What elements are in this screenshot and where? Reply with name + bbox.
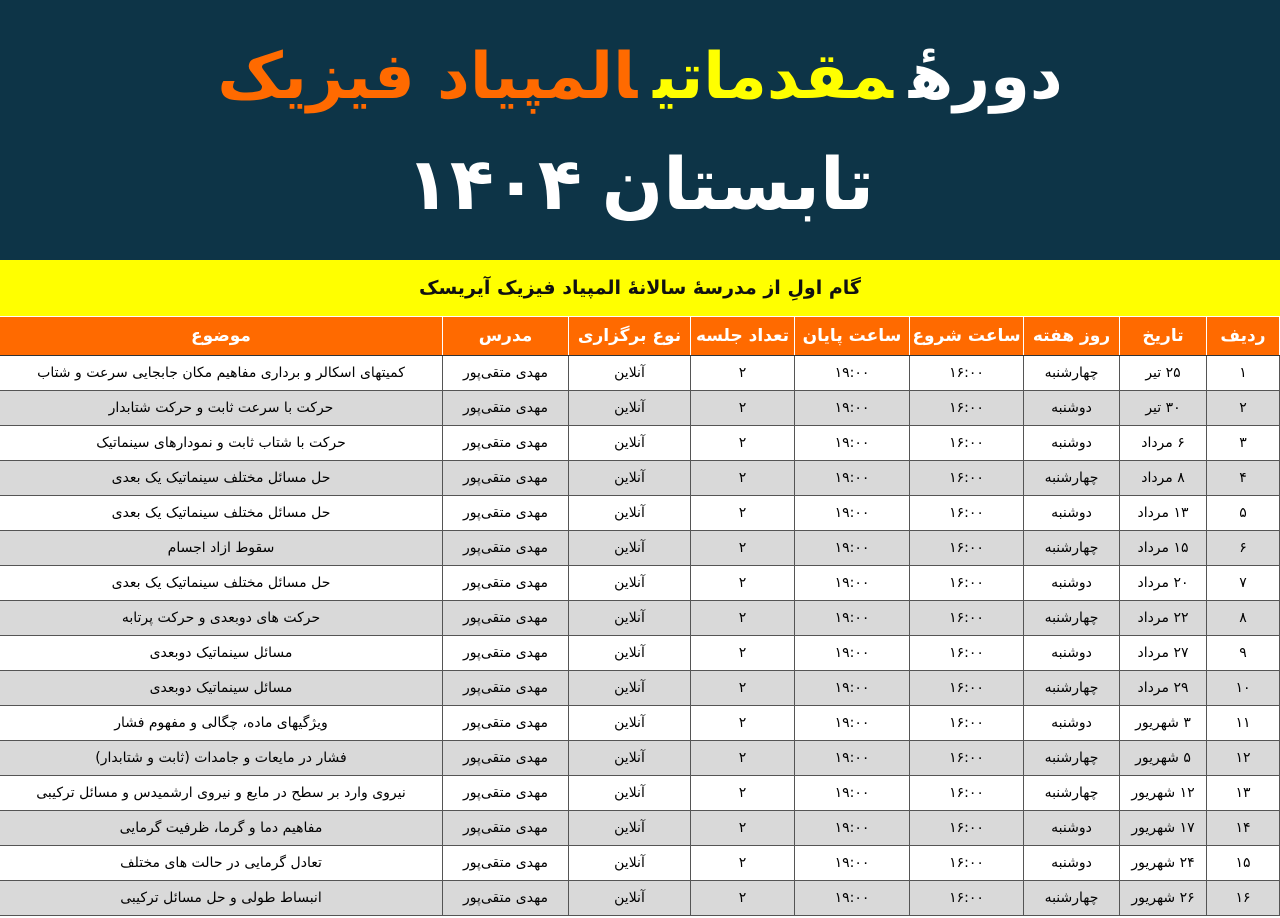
cell-topic: تعادل گرمایی در حالت های مختلف	[0, 846, 443, 881]
cell-day: چهارشنبه	[1024, 776, 1120, 811]
cell-teacher: مهدی متقی‌پور	[443, 601, 569, 636]
cell-teacher: مهدی متقی‌پور	[443, 811, 569, 846]
cell-teacher: مهدی متقی‌پور	[443, 426, 569, 461]
cell-end: ۱۹:۰۰	[795, 706, 910, 741]
cell-num: ۱۲	[1207, 741, 1280, 776]
cell-mode: آنلاین	[569, 881, 691, 916]
cell-start: ۱۶:۰۰	[910, 496, 1024, 531]
cell-num: ۱	[1207, 356, 1280, 391]
cell-date: ۸ مرداد	[1120, 461, 1207, 496]
cell-date: ۶ مرداد	[1120, 426, 1207, 461]
cell-start: ۱۶:۰۰	[910, 846, 1024, 881]
cell-topic: سقوط ازاد اجسام	[0, 531, 443, 566]
cell-date: ۲۹ مرداد	[1120, 671, 1207, 706]
cell-start: ۱۶:۰۰	[910, 706, 1024, 741]
course-season	[0, 136, 1280, 232]
cell-num: ۲	[1207, 391, 1280, 426]
cell-day: چهارشنبه	[1024, 531, 1120, 566]
table-row	[0, 811, 1280, 846]
cell-topic: مسائل سینماتیک دوبعدی	[0, 671, 443, 706]
cell-sessions: ۲	[691, 356, 795, 391]
cell-mode: آنلاین	[569, 426, 691, 461]
cell-day: دوشنبه	[1024, 496, 1120, 531]
cell-start: ۱۶:۰۰	[910, 741, 1024, 776]
cell-teacher: مهدی متقی‌پور	[443, 846, 569, 881]
cell-mode: آنلاین	[569, 636, 691, 671]
cell-num: ۱۰	[1207, 671, 1280, 706]
table-row	[0, 846, 1280, 881]
cell-topic: حرکت با سرعت ثابت و حرکت شتابدار	[0, 391, 443, 426]
cell-end: ۱۹:۰۰	[795, 741, 910, 776]
cell-date: ۵ شهریور	[1120, 741, 1207, 776]
table-row	[0, 496, 1280, 531]
column-header-day: روز هفته	[1024, 317, 1120, 356]
cell-day: دوشنبه	[1024, 706, 1120, 741]
cell-sessions: ۲	[691, 671, 795, 706]
cell-mode: آنلاین	[569, 811, 691, 846]
cell-teacher: مهدی متقی‌پور	[443, 776, 569, 811]
schedule-table	[0, 316, 1280, 916]
cell-date: ۱۷ شهریور	[1120, 811, 1207, 846]
cell-topic: حل مسائل مختلف سینماتیک یک بعدی	[0, 566, 443, 601]
cell-teacher: مهدی متقی‌پور	[443, 496, 569, 531]
cell-num: ۳	[1207, 426, 1280, 461]
cell-day: دوشنبه	[1024, 811, 1120, 846]
cell-sessions: ۲	[691, 601, 795, 636]
cell-sessions: ۲	[691, 531, 795, 566]
cell-date: ۳ شهریور	[1120, 706, 1207, 741]
column-header-mode: نوع برگزاری	[569, 317, 691, 356]
cell-topic: حل مسائل مختلف سینماتیک یک بعدی	[0, 461, 443, 496]
cell-end: ۱۹:۰۰	[795, 566, 910, 601]
cell-start: ۱۶:۰۰	[910, 566, 1024, 601]
cell-num: ۱۵	[1207, 846, 1280, 881]
cell-day: چهارشنبه	[1024, 356, 1120, 391]
cell-day: دوشنبه	[1024, 846, 1120, 881]
cell-mode: آنلاین	[569, 496, 691, 531]
cell-teacher: مهدی متقی‌پور	[443, 636, 569, 671]
cell-topic: نیروی وارد بر سطح در مایع و نیروی ارشمیدس و مسائل ترکیبی	[0, 776, 443, 811]
table-body	[0, 356, 1280, 916]
cell-num: ۵	[1207, 496, 1280, 531]
cell-topic: فشار در مایعات و جامدات (ثابت و شتابدار)	[0, 741, 443, 776]
cell-end: ۱۹:۰۰	[795, 671, 910, 706]
column-header-end: ساعت پایان	[795, 317, 910, 356]
cell-end: ۱۹:۰۰	[795, 636, 910, 671]
cell-sessions: ۲	[691, 636, 795, 671]
cell-start: ۱۶:۰۰	[910, 426, 1024, 461]
cell-teacher: مهدی متقی‌پور	[443, 391, 569, 426]
subtitle-banner: گام اولِ از مدرسهٔ سالانهٔ المپیاد فیزیک آیریسک	[0, 260, 1280, 316]
header-banner	[0, 0, 1280, 260]
table-row	[0, 706, 1280, 741]
cell-start: ۱۶:۰۰	[910, 601, 1024, 636]
cell-end: ۱۹:۰۰	[795, 461, 910, 496]
title-word-introductory: مقدماتی	[653, 40, 893, 114]
cell-teacher: مهدی متقی‌پور	[443, 566, 569, 601]
cell-start: ۱۶:۰۰	[910, 881, 1024, 916]
cell-num: ۱۱	[1207, 706, 1280, 741]
table-row	[0, 356, 1280, 391]
cell-mode: آنلاین	[569, 776, 691, 811]
table-row	[0, 881, 1280, 916]
cell-num: ۷	[1207, 566, 1280, 601]
cell-end: ۱۹:۰۰	[795, 846, 910, 881]
cell-end: ۱۹:۰۰	[795, 356, 910, 391]
cell-sessions: ۲	[691, 881, 795, 916]
cell-start: ۱۶:۰۰	[910, 776, 1024, 811]
cell-day: چهارشنبه	[1024, 461, 1120, 496]
table-row	[0, 426, 1280, 461]
cell-teacher: مهدی متقی‌پور	[443, 706, 569, 741]
cell-teacher: مهدی متقی‌پور	[443, 461, 569, 496]
cell-num: ۱۳	[1207, 776, 1280, 811]
cell-mode: آنلاین	[569, 566, 691, 601]
cell-end: ۱۹:۰۰	[795, 776, 910, 811]
cell-day: دوشنبه	[1024, 636, 1120, 671]
cell-topic: حرکت های دوبعدی و حرکت پرتابه	[0, 601, 443, 636]
cell-mode: آنلاین	[569, 846, 691, 881]
cell-sessions: ۲	[691, 776, 795, 811]
cell-topic: انبساط طولی و حل مسائل ترکیبی	[0, 881, 443, 916]
cell-sessions: ۲	[691, 811, 795, 846]
cell-sessions: ۲	[691, 846, 795, 881]
cell-start: ۱۶:۰۰	[910, 356, 1024, 391]
cell-sessions: ۲	[691, 706, 795, 741]
cell-day: چهارشنبه	[1024, 601, 1120, 636]
cell-start: ۱۶:۰۰	[910, 531, 1024, 566]
cell-topic: مسائل سینماتیک دوبعدی	[0, 636, 443, 671]
table-row	[0, 671, 1280, 706]
cell-end: ۱۹:۰۰	[795, 881, 910, 916]
cell-mode: آنلاین	[569, 706, 691, 741]
table-row	[0, 391, 1280, 426]
cell-day: چهارشنبه	[1024, 671, 1120, 706]
cell-topic: مفاهیم دما و گرما، ظرفیت گرمایی	[0, 811, 443, 846]
cell-date: ۲۷ مرداد	[1120, 636, 1207, 671]
cell-num: ۶	[1207, 531, 1280, 566]
cell-start: ۱۶:۰۰	[910, 636, 1024, 671]
cell-mode: آنلاین	[569, 741, 691, 776]
table-row	[0, 601, 1280, 636]
cell-date: ۲۵ تیر	[1120, 356, 1207, 391]
cell-end: ۱۹:۰۰	[795, 811, 910, 846]
cell-topic: حرکت با شتاب ثابت و نمودارهای سینماتیک	[0, 426, 443, 461]
cell-start: ۱۶:۰۰	[910, 671, 1024, 706]
cell-num: ۹	[1207, 636, 1280, 671]
cell-num: ۱۴	[1207, 811, 1280, 846]
table-row	[0, 776, 1280, 811]
cell-mode: آنلاین	[569, 601, 691, 636]
table-header-row	[0, 317, 1280, 356]
cell-day: دوشنبه	[1024, 566, 1120, 601]
table-row	[0, 741, 1280, 776]
table-row	[0, 636, 1280, 671]
column-header-date: تاریخ	[1120, 317, 1207, 356]
cell-date: ۳۰ تیر	[1120, 391, 1207, 426]
cell-sessions: ۲	[691, 566, 795, 601]
table-row	[0, 566, 1280, 601]
cell-sessions: ۲	[691, 741, 795, 776]
cell-num: ۴	[1207, 461, 1280, 496]
cell-start: ۱۶:۰۰	[910, 461, 1024, 496]
column-header-topic: موضوع	[0, 317, 443, 356]
cell-topic: حل مسائل مختلف سینماتیک یک بعدی	[0, 496, 443, 531]
cell-end: ۱۹:۰۰	[795, 531, 910, 566]
cell-date: ۲۰ مرداد	[1120, 566, 1207, 601]
cell-end: ۱۹:۰۰	[795, 496, 910, 531]
cell-start: ۱۶:۰۰	[910, 391, 1024, 426]
cell-mode: آنلاین	[569, 391, 691, 426]
year-label: ۱۴۰۴	[405, 142, 582, 226]
cell-end: ۱۹:۰۰	[795, 426, 910, 461]
cell-date: ۱۳ مرداد	[1120, 496, 1207, 531]
cell-date: ۱۵ مرداد	[1120, 531, 1207, 566]
cell-start: ۱۶:۰۰	[910, 811, 1024, 846]
title-word-course: دورهٔ	[908, 40, 1063, 114]
column-header-start: ساعت شروع	[910, 317, 1024, 356]
column-header-num: ردیف	[1207, 317, 1280, 356]
title-word-olympiad: المپیاد فیزیک	[217, 40, 638, 114]
season-label: تابستان	[601, 142, 875, 226]
cell-date: ۲۲ مرداد	[1120, 601, 1207, 636]
cell-teacher: مهدی متقی‌پور	[443, 741, 569, 776]
cell-num: ۱۶	[1207, 881, 1280, 916]
cell-num: ۸	[1207, 601, 1280, 636]
cell-end: ۱۹:۰۰	[795, 601, 910, 636]
cell-teacher: مهدی متقی‌پور	[443, 531, 569, 566]
cell-date: ۲۶ شهریور	[1120, 881, 1207, 916]
cell-day: دوشنبه	[1024, 426, 1120, 461]
cell-topic: کمیتهای اسکالر و برداری مفاهیم مکان جابجایی سرعت و شتاب	[0, 356, 443, 391]
cell-teacher: مهدی متقی‌پور	[443, 671, 569, 706]
cell-sessions: ۲	[691, 391, 795, 426]
cell-mode: آنلاین	[569, 671, 691, 706]
cell-mode: آنلاین	[569, 461, 691, 496]
cell-topic: ویژگیهای ماده، چگالی و مفهوم فشار	[0, 706, 443, 741]
cell-day: چهارشنبه	[1024, 881, 1120, 916]
cell-sessions: ۲	[691, 496, 795, 531]
column-header-sessions: تعداد جلسه	[691, 317, 795, 356]
cell-mode: آنلاین	[569, 356, 691, 391]
cell-day: چهارشنبه	[1024, 741, 1120, 776]
cell-day: دوشنبه	[1024, 391, 1120, 426]
table-row	[0, 531, 1280, 566]
cell-date: ۱۲ شهریور	[1120, 776, 1207, 811]
cell-end: ۱۹:۰۰	[795, 391, 910, 426]
cell-teacher: مهدی متقی‌پور	[443, 881, 569, 916]
cell-mode: آنلاین	[569, 531, 691, 566]
cell-teacher: مهدی متقی‌پور	[443, 356, 569, 391]
cell-date: ۲۴ شهریور	[1120, 846, 1207, 881]
course-title	[0, 34, 1280, 120]
cell-sessions: ۲	[691, 461, 795, 496]
cell-sessions: ۲	[691, 426, 795, 461]
table-row	[0, 461, 1280, 496]
column-header-teacher: مدرس	[443, 317, 569, 356]
